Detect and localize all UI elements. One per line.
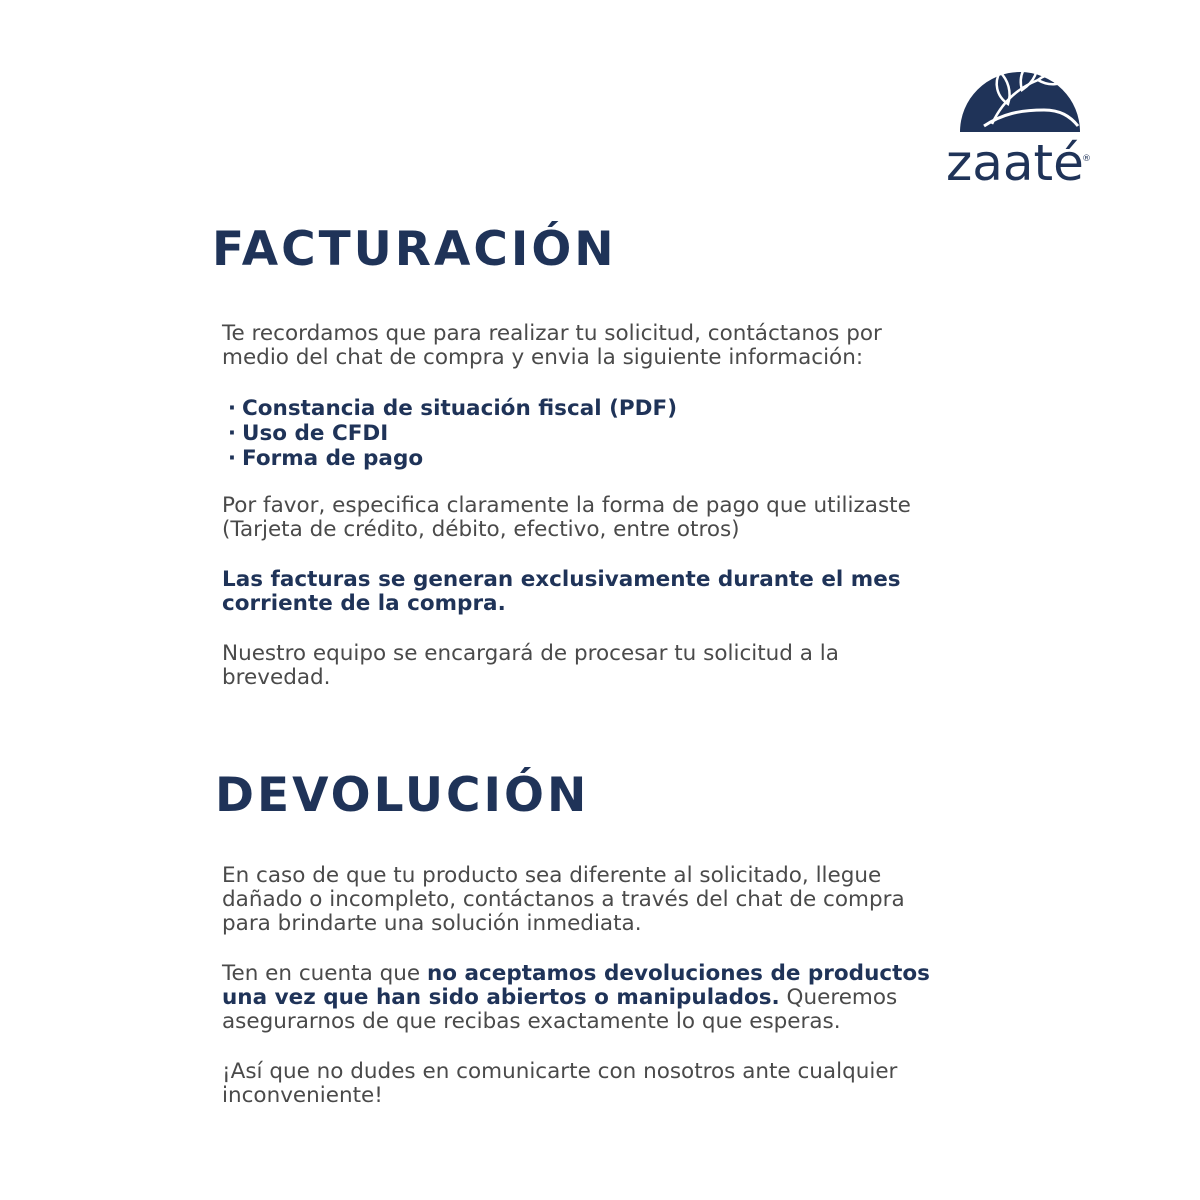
payment-method-note — [222, 494, 1022, 542]
notice-line-1: Las facturas se generan exclusivamente durante el mes — [222, 567, 901, 592]
devolucion-paragraph-3 — [222, 1060, 1022, 1108]
list-item-label: Uso de CFDI — [242, 421, 389, 446]
paragraph-line: asegurarnos de que recibas exactamente lo que esperas. — [222, 1009, 841, 1034]
note-line-1: Por favor, especifica claramente la forma de pago que utilizaste — [222, 493, 911, 518]
list-item-label: Constancia de situación fiscal (PDF) — [242, 396, 678, 421]
registered-mark: ® — [1082, 154, 1091, 164]
bullet-marker: · — [227, 421, 237, 446]
required-info-list — [222, 396, 677, 471]
brand-logo — [940, 30, 1100, 200]
list-item — [222, 396, 677, 421]
list-item — [222, 421, 677, 446]
paragraph-prefix: Ten en cuenta que — [222, 961, 427, 986]
paragraph-line: inconveniente! — [222, 1083, 383, 1108]
closing-line-2: brevedad. — [222, 665, 331, 690]
facturacion-title: FACTURACIÓN — [212, 222, 617, 277]
paragraph-suffix: Queremos — [779, 985, 898, 1010]
paragraph-line: para brindarte una solución inmediata. — [222, 911, 642, 936]
bullet-marker: · — [227, 396, 237, 421]
intro-line-1: Te recordamos que para realizar tu solicitud, contáctanos por — [222, 321, 882, 346]
brand-wordmark: zaaté — [946, 134, 1084, 192]
facturacion-intro — [222, 322, 1022, 370]
no-returns-emphasis-2: una vez que han sido abiertos o manipulados. — [222, 985, 780, 1010]
devolucion-paragraph-2 — [222, 962, 1022, 1034]
list-item-label: Forma de pago — [242, 446, 424, 471]
paragraph-line: ¡Así que no dudes en comunicarte con nosotros ante cualquier — [222, 1059, 898, 1084]
leaf-sprout-in-circle-icon — [940, 30, 1100, 140]
intro-line-2: medio del chat de compra y envia la siguiente información: — [222, 345, 864, 370]
facturacion-closing — [222, 642, 1022, 690]
paragraph-line: En caso de que tu producto sea diferente al solicitado, llegue — [222, 863, 882, 888]
invoice-deadline-notice — [222, 568, 1022, 616]
notice-line-2: corriente de la compra. — [222, 591, 506, 616]
paragraph-line: dañado o incompleto, contáctanos a través del chat de compra — [222, 887, 905, 912]
list-item — [222, 446, 677, 471]
devolucion-paragraph-1 — [222, 864, 1022, 936]
closing-line-1: Nuestro equipo se encargará de procesar tu solicitud a la — [222, 641, 839, 666]
note-line-2: (Tarjeta de crédito, débito, efectivo, entre otros) — [222, 517, 740, 542]
devolucion-title: DEVOLUCIÓN — [215, 768, 590, 823]
no-returns-emphasis-1: no aceptamos devoluciones de productos — [426, 961, 930, 986]
bullet-marker: · — [227, 446, 237, 471]
